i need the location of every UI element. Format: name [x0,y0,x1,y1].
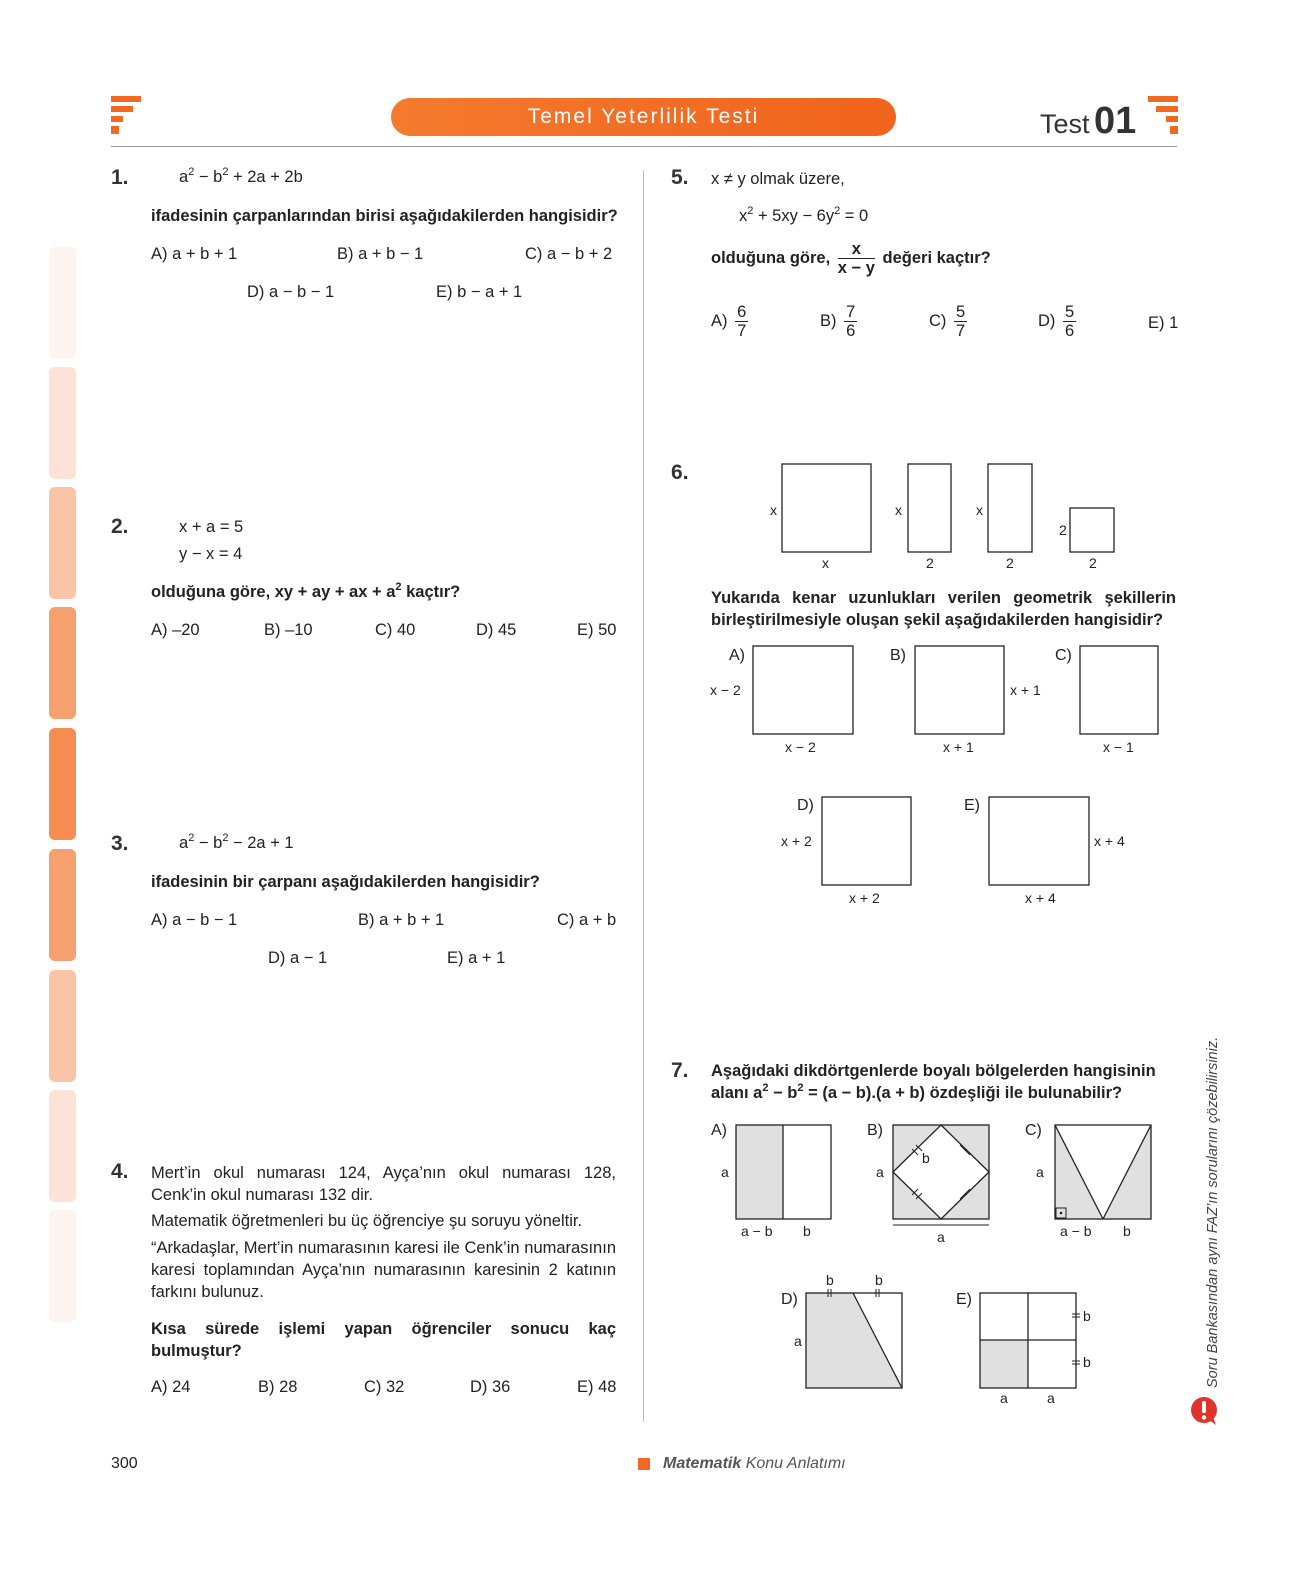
q1-option-c[interactable]: C) a − b + 2 [525,245,613,263]
test-word: Test [1040,109,1090,139]
side-tab-6 [49,849,76,961]
brand-logo-left [111,96,143,138]
q7-options [705,1115,1180,1415]
q7-option-b[interactable] [867,1122,989,1245]
svg-text:2: 2 [1006,555,1014,571]
svg-text:x + 4: x + 4 [1094,833,1125,849]
header-divider [111,146,1177,147]
q4-question: Kısa sürede işlemi yapan öğrenciler sonucu kaç bulmuştur? [151,1320,616,1360]
q4-number: 4. [111,1160,129,1183]
header-banner [391,98,896,136]
q4-option-b[interactable]: B) 28 [258,1378,298,1396]
svg-text:x: x [770,502,777,518]
svg-text:x: x [976,502,983,518]
q2-equation-2: y − x = 4 [179,545,243,563]
q6-number: 6. [671,461,689,484]
svg-text:x − 2: x − 2 [785,739,816,755]
svg-text:2: 2 [926,555,934,571]
svg-text:b: b [1123,1223,1131,1239]
q1-expression: $a^2 - b^2 + 2a + 2b$ [179,166,303,186]
q7-question-line-1: Aşağıdaki dikdörtgenlerde boyalı bölgelerden hangisinin [711,1062,1156,1080]
side-tab-4 [49,607,76,719]
q2-option-b[interactable]: B) –10 [264,621,313,639]
q2-equation-1: x + a = 5 [179,518,244,536]
svg-text:a: a [1036,1164,1044,1180]
q5-equation: $x^2 + 5xy - 6y^2 = 0$ [739,205,869,225]
svg-text:a: a [794,1333,802,1349]
q6-option-a[interactable] [710,646,853,755]
svg-text:b: b [875,1272,883,1288]
q7-option-a[interactable] [711,1122,831,1239]
q3-option-a[interactable]: A) a − b − 1 [151,911,238,929]
q6-given-shapes [760,455,1140,575]
q7-question-line-2: alanı $a^2 - b^2 = (a - b).(a + b)$ özdeşliği ile bulunabilir? [711,1082,1123,1102]
q3-expression: $a^2 - b^2 - 2a + 1$ [179,832,294,852]
q7-option-e[interactable] [956,1291,1091,1406]
q6-option-d[interactable] [781,797,911,906]
q5-option-e[interactable]: E) 1 [1148,314,1179,332]
q5-number: 5. [671,166,689,189]
q3-option-e[interactable]: E) a + 1 [447,949,506,967]
q6-question: Yukarıda kenar uzunlukları verilen geometrik şekillerin birleştirilmesiyle oluşan şekil aşağıdakilerden hangisidir? [711,589,1176,629]
test-label [1040,100,1136,143]
sidebar-note: Soru Bankasından aynı FAZ’ın sorularını çözebilirsiniz. [1205,1036,1221,1388]
svg-text:x − 2: x − 2 [710,682,741,698]
svg-text:a − b: a − b [741,1223,773,1239]
svg-text:2: 2 [1059,522,1067,538]
svg-text:b: b [1083,1308,1091,1324]
q3-question: ifadesinin bir çarpanı aşağıdakilerden hangisidir? [151,873,540,891]
q3-option-d[interactable]: D) a − 1 [268,949,328,967]
q5-option-c[interactable]: C) $\frac{5}{7}$ [929,303,966,340]
q3-option-c[interactable]: C) a + b [557,911,617,929]
svg-text:x + 4: x + 4 [1025,890,1056,906]
svg-text:C): C) [1025,1122,1042,1139]
header-banner-title: Temel Yeterlilik Testi [527,105,760,128]
q1-option-b[interactable]: B) a + b − 1 [337,245,424,263]
side-tab-2 [49,367,76,479]
q6-option-e[interactable] [964,797,1125,906]
q5-condition: x ≠ y olmak üzere, [711,170,845,188]
svg-text:a: a [1047,1390,1055,1406]
svg-text:C): C) [1055,647,1072,664]
svg-text:x + 2: x + 2 [849,890,880,906]
svg-text:E): E) [964,797,980,814]
q4-option-e[interactable]: E) 48 [577,1378,617,1396]
q1-option-e[interactable]: E) b − a + 1 [436,283,523,301]
q4-option-c[interactable]: C) 32 [364,1378,405,1396]
svg-text:A): A) [711,1122,727,1139]
q2-question: olduğuna göre, xy + ay + ax + $a^2$ kaçtır? [151,581,461,601]
q4-option-d[interactable]: D) 36 [470,1378,511,1396]
footer-subject: Matematik Konu Anlatımı [663,1455,846,1472]
q1-option-d[interactable]: D) a − b − 1 [247,283,335,301]
svg-text:a: a [937,1229,945,1245]
svg-text:x + 1: x + 1 [1010,682,1041,698]
svg-text:x: x [822,555,829,571]
svg-text:A): A) [729,647,745,664]
exclamation-icon [1189,1396,1219,1426]
q4-paragraph-2: Matematik öğretmenleri bu üç öğrenciye şu soruyu yöneltir. [151,1212,583,1230]
q7-option-c[interactable] [1025,1122,1151,1239]
q1-number: 1. [111,166,129,189]
q4-option-a[interactable]: A) 24 [151,1378,191,1396]
svg-text:E): E) [956,1291,972,1308]
brand-logo-right [1148,96,1180,138]
q5-question: olduğuna göre, $\frac{x}{x - y}$ değeri kaçtır? [711,240,991,277]
q7-number: 7. [671,1059,689,1082]
svg-text:x + 1: x + 1 [943,739,974,755]
svg-text:D): D) [797,797,814,814]
test-number: 01 [1093,100,1137,142]
side-tab-1 [49,247,76,359]
q4-paragraph-3: “Arkadaşlar, Mert’in numarasının karesi ile Cenk’in numarasının karesi toplamından Ayça’nın numarasının karesinin 2 katının farkını bulunuz. [151,1239,616,1301]
svg-text:a: a [1000,1390,1008,1406]
q5-option-d[interactable]: D) $\frac{5}{6}$ [1038,303,1075,340]
q3-number: 3. [111,832,129,855]
q6-options [705,640,1180,910]
svg-text:B): B) [867,1122,883,1139]
svg-text:b: b [1083,1354,1091,1370]
side-tab-9 [49,1210,76,1322]
q2-option-e[interactable]: E) 50 [577,621,617,639]
q4-paragraph-1: Mert’in okul numarası 124, Ayça’nın okul numarası 128, Cenk’in okul numarası 132 dir. [151,1164,616,1204]
q6-option-b[interactable] [890,646,1041,755]
q6-option-c[interactable] [1055,646,1158,755]
q5-fraction: $\frac{x}{x - y}$ [837,240,875,277]
svg-text:2: 2 [1089,555,1097,571]
side-tab-3 [49,487,76,599]
svg-text:D): D) [781,1291,798,1308]
q2-option-d[interactable]: D) 45 [476,621,517,639]
svg-text:a − b: a − b [1060,1223,1092,1239]
svg-text:a: a [721,1164,729,1180]
q1-question: ifadesinin çarpanlarından birisi aşağıdakilerden hangisidir? [151,207,618,225]
side-tab-7 [49,970,76,1082]
q2-number: 2. [111,515,129,538]
q2-option-c[interactable]: C) 40 [375,621,416,639]
q5-option-b[interactable]: B) $\frac{7}{6}$ [820,303,856,340]
page-number: 300 [111,1455,138,1472]
svg-text:x − 1: x − 1 [1103,739,1134,755]
side-tab-5 [49,728,76,840]
q1-option-a[interactable]: A) a + b + 1 [151,245,238,263]
svg-text:a: a [876,1164,884,1180]
q7-option-d[interactable] [781,1272,902,1388]
svg-text:x + 2: x + 2 [781,833,812,849]
column-divider [643,170,644,1422]
footer-square-icon [638,1458,650,1470]
q5-option-a[interactable]: A) $\frac{6}{7}$ [711,303,747,340]
svg-text:b: b [803,1223,811,1239]
q2-option-a[interactable]: A) –20 [151,621,200,639]
svg-text:b: b [922,1150,930,1166]
q3-option-b[interactable]: B) a + b + 1 [358,911,445,929]
svg-text:b: b [826,1272,834,1288]
svg-text:B): B) [890,647,906,664]
side-tab-8 [49,1090,76,1202]
svg-text:x: x [895,502,902,518]
